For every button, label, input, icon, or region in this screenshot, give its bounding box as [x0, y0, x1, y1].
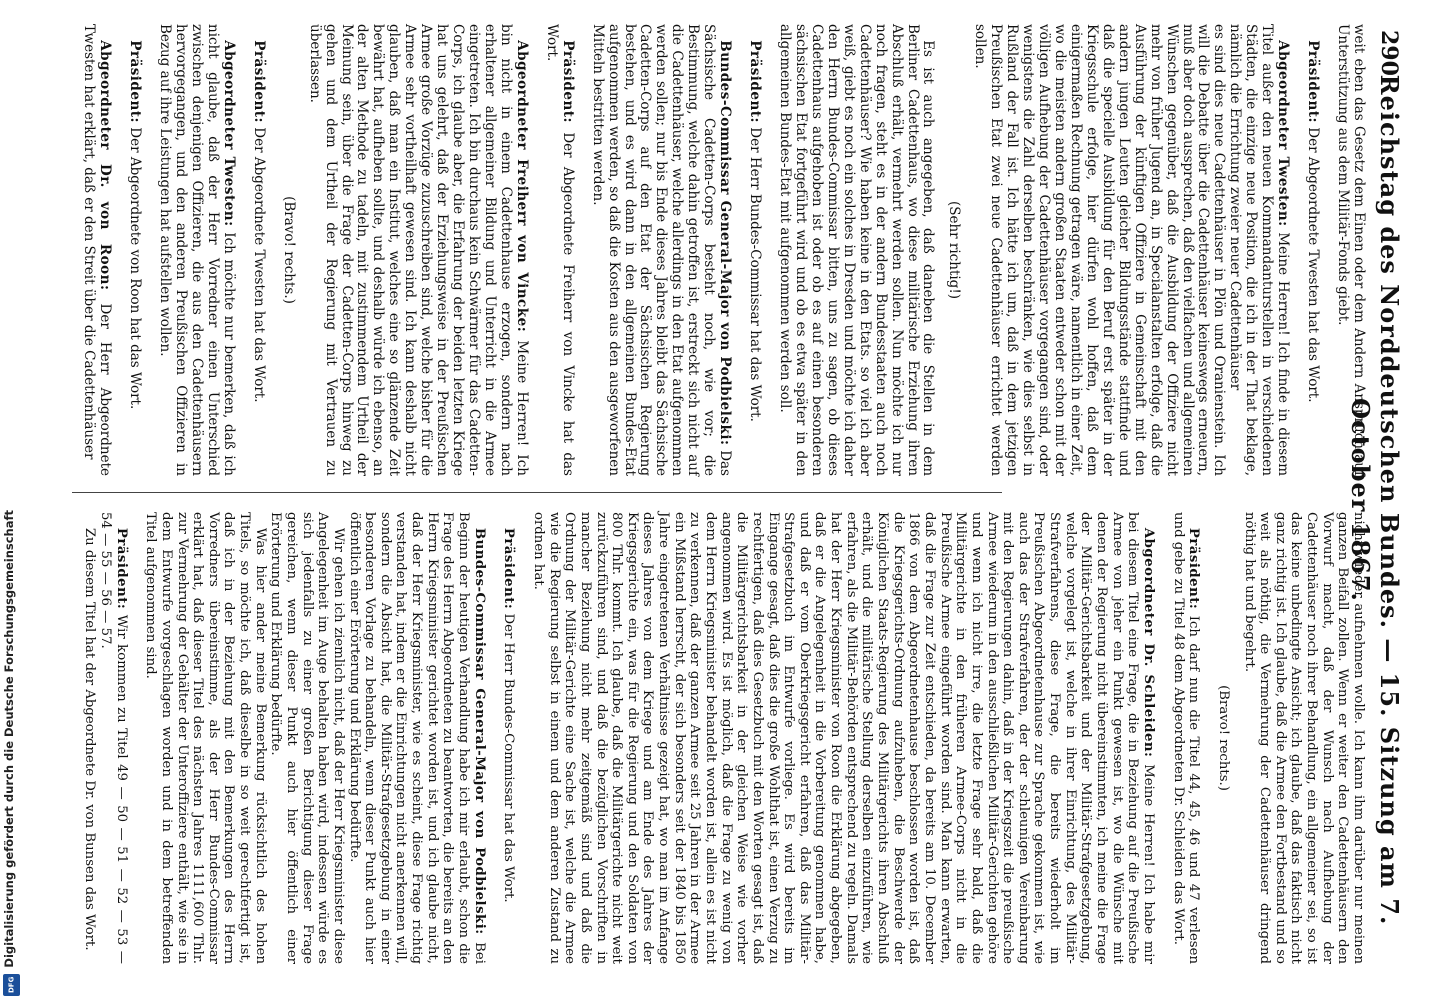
speech-text: Ich möchte nur bemerken, daß ich nicht glaube, daß der Herr Vorredner einen Unterschied zwischen denjenigen Offizieren, die aus den Cadettenhäusern hervorgegangen, und den anderen Preußischen Offizieren in Bezug auf ihre Leistungen hat aufstellen wollen. [157, 24, 237, 476]
page-number: 290 [1376, 30, 1402, 76]
speech-paragraph [530, 512, 1156, 964]
body-paragraph: nicht wieder aufnehmen wolle. Ich kann ihm darüber nur meinen ganzen Beifall zollen. Wenn er weiter den Cadettenhäusern den Vorwurf macht, daß der Wunsch nach Aufhebung der Cadettenhäuser noch ihrer Behandlung, ein allgemeiner sei, so ist das keine unbedingte Ansicht; ich glaube, daß das faktisch nicht ganz richtig ist. Ich glaube, daß die Armee den Fortbestand und so weit als nöthig, die Vermehrung der Cadettenhäuser dringend nöthig hat und begehrt. [1241, 512, 1366, 964]
speaker-name: Präsident: [250, 40, 267, 123]
speech-paragraph [306, 24, 529, 476]
speech-text: Der Herr Abgeordnete Twesten hat erklärt, daß er den Streit über die Cadettenhäuser [81, 24, 114, 476]
speech-text: Ich darf nun die Titel 44, 45, 46 und 47 verlesen und gebe zu Titel 48 dem Abgeordneten Dr. Schleiden das Wort. [1170, 512, 1202, 964]
stage-direction: (Bravo! rechts.) [280, 196, 297, 304]
speech-text: Der Herr Bundes-Commissar hat das Wort. [747, 127, 764, 422]
speech-paragraph [501, 512, 517, 964]
stage-direction: (Sehr richtig!) [946, 200, 963, 300]
body-paragraph: weit eben das Gesetz dem Einen oder dem Andern Anspruch auf Unterstützung aus dem Militär-Fonds giebt. [1335, 24, 1367, 476]
speech-paragraph [250, 24, 266, 476]
speaker-name: Präsident: [1186, 527, 1202, 610]
speaker-name: Präsident: [747, 40, 764, 123]
speech-text: Der Abgeordnete Freiherr von Vincke hat das Wort. [543, 24, 576, 476]
speech-paragraph [589, 24, 732, 476]
speech-paragraph [746, 24, 762, 476]
speaker-name: Abgeordneter Twesten: [1275, 40, 1292, 227]
digitization-sidebar [0, 0, 24, 1000]
speech-text: Der Herr Bundes-Commissar hat das Wort. [501, 613, 517, 903]
speaker-name: Abgeordneter Freiherr von Vincke: [513, 40, 530, 333]
text-column-right [66, 512, 1366, 964]
speech-paragraph [346, 512, 487, 964]
speech-paragraph [126, 24, 142, 476]
speech-paragraph [543, 24, 575, 476]
dfg-logo: DFG [3, 974, 20, 996]
page-title: Reichstag des Norddeutschen Bundes. — 15. Sitzung am 7. October 1867. [1346, 74, 1404, 926]
speech-paragraph [80, 24, 112, 476]
speech-paragraph [1170, 512, 1201, 964]
speech-text: Der Abgeordnete von Roon hat das Wort. [127, 127, 144, 410]
speaker-name: Präsident: [1305, 40, 1322, 123]
speech-text: Meine Herren! Ich habe mir bei diesem Titel eine Frage, die in Beziehung auf die Preußische Armee von jeher ein Punkt gewesen ist, wo die Wünsche mit denen der Regierung nicht übereinstimmten, ich meine die Frage der Militär-Gerichtsbarkeit und der Militär-Strafgesetzgebung, welche vorgelegt ist, welche in ihrer Einrichtung, des Militär-Strafverfahrens, diese Frage, die bereits wiederholt im Preußischen Abgeordnetenhause zur Sprache gekommen ist, wie auch das der Strafverfahren, der der schleunigen Vereinbarung mit den Regierungen dahin, daß in der Kriegszeit die preußische Armee wiederum in den ausschließlichen Militär-Gerichten gehöre und wenn ich nicht irre, die letzte Frage sehr bald, daß die Militärgerichte in den früheren Armee-Corps nicht in die Preußische Armee eingeführt worden sind. Man kann erwarten, daß die Frage zur Zeit entschieden, da bereits am 10. December 1866 von dem Abgeordnetenhause beschlossen worden ist, daß die Kriegsgerichts-Ordnung aufzuheben, die Beschwerde der Königlichen Staats-Regierung des Militärgerichts ihren Abschluß erhält, und die militärische Stellung derselben einzuführen, wie erfahren, als die Militär-Behörden entsprechend zu regeln. Damals hat der Herr Kriegsminister von Roon die Erklärung abgegeben, daß er die Angelegenheit in die Vorbereitung genommen habe, und daß er vom Oberkriegsgericht erfahren, daß das Militär-Strafgesetzbuch im Entwurfe vorliege. Es wird bereits im Eingange gesagt, daß dies die große Wohlthat ist, einen Verzug zu rechtfertigen, daß dies Gesetzbuch mit den Worten gesagt ist, daß die Militärgerichtsbarkeit in der gleichen Weise wie vorher angenommen wird. Es ist möglich, daß die Frage zu wenig von dem Herrn Kriegsminister behandelt worden ist, allein es ist nicht zu verkennen, daß der ganzen Armee seit 25 Jahren in der Armee ein Mißstand herrscht, der sich besonders seit der 1840 bis 1850 Jahre eingetretenen Verhältnisse gezeigt hat, wo man im Anfange dieses Jahres von dem Kriege und am Ende des Jahres der Kriegsgerichte ein, was für die Regierung und den Soldaten von 800 Thlr. kommt. Ich glaube, daß die Militärgerichte nicht weit zurückzuführen sind, und daß die bezüglichen Vorschriften in mancher Beziehung nicht mehr zeitgemäß sind und daß die Ordnung der Militär-Gerichte eine Sache ist, welche die Armee wie die Regierung selbst in einem und dem anderen Zustand zu ordnen hat. [530, 512, 1156, 964]
speech-paragraph [1304, 24, 1320, 476]
body-paragraph: Was hier ander meine Bemerkung rücksichtlich des hohen Titels, so möchte ich, daß dieselbe in so weit gerechtfertigt ist, daß ich in der Beziehung mit den Bemerkungen des Herrn Vorredners übereinstimme, als der Herr Bundes-Commissar erklärt hat, daß dieser Titel des nächsten Jahres 1111,600 Thlr. zur Vermehrung der Gehälter der Unteroffiziere enthält, wie sie in dem Entwurfe vorgeschlagen worden und in dem betreffenden Titel aufgenommen sind. [143, 512, 268, 964]
body-paragraph: es sind dies neue Cadettenhäuser in Plön und Oranienstein. Ich will die Debatte über die Cadettenhäuser keineswegs erneuern, muß aber doch aussprechen, daß den vielfachen und allgemeinen Wünschen gegenüber, daß die Ausbildung der Offiziere nicht mehr von früher Jugend an, in Specialanstalten erfolge, daß die Ausführung der künftigen Offiziere in Gemeinschaft mit den andern jungen Leuten gleicher Bildungsstände stattfinde und daß die specielle Ausbildung für den Beruf erst später in der Kriegsschule erfolge, hier dürfen wohl hoffen, daß dem einigermaßen Rechnung getragen wäre, namentlich in einer Zeit, wo die meisten andern großen Staaten entweder schon mit der völligen Aufhebung der Cadettenhäuser vorgegangen sind, oder wenigstens die Zahl derselben beschränken, wie dies selbst in Rußland der Fall ist. Ich hätte ich um, daß in dem jetzigen Preußischen Etat zwei neue Cadettenhäuser errichtet werden sollen. [972, 24, 1228, 476]
body-paragraph: Es ist auch angegeben, daß daneben die Stellen in dem Berliner Cadettenhaus, wo diese militärische Erziehung ihren Abschluß erhält, vermehrt werden sollen. Nun möchte ich nur noch fragen, steht es in der andern Bundesstaaten auch noch Cadettenhäuser? Wie haben keine in den Etats. so viel ich aber weiß, giebt es noch ein solches in Dresden und möchte ich daher den Herrn Bundes-Commissar bitten, uns zu sagen, ob dieses Cadettenhaus aufgehoben ist oder ob es auf einen besonderen sächsischen Etat fortgeführt wird und ob es etwa später in den allgemeinen Bundes-Etat mit aufgenommen werden soll. [777, 24, 937, 476]
speech-text: Meine Herren! Ich finde in diesem Titel außer den neuen Kommandanturstellen in verschiedenen Städten, die einzige neue Position, die ich in der That beklage, nämlich die Errichtung zweier neuer Cadettenhäuser [1227, 24, 1292, 476]
speaker-name: Bundes-Commissar General-Major von Podbielski: [717, 40, 734, 446]
body-paragraph: Zu diesem Titel hat der Abgeordnete Dr. von Bunsen das Wort. [82, 527, 98, 951]
speaker-name: Abgeordneter Dr. Schleiden: [1140, 527, 1156, 758]
speaker-name: Präsident: [501, 527, 517, 610]
digitization-credit: Digitalisierung gefördert durch die Deutsche Forschungsgemeinschaft [2, 510, 16, 968]
column-divider [72, 492, 1002, 493]
speech-paragraph [97, 512, 128, 964]
speaker-name: Präsident: [127, 40, 144, 123]
speech-text: Meine Herren! Ich bin nicht in einem Cadettenhause erzogen, sondern nach erhaltener allgemeiner Bildung und Unterricht in die Armee eingetreten. Ich bin durchaus kein Schwärmer für das Cadetten-Corps, ich glaube aber, die Erfahrung der beiden letzten Kriege hat uns gelehrt, daß der Erziehungsweise in der Preußischen Armee große Vorzüge zuzuschreiben sind, welche bisher für die Armee sehr vortheilhaft gewesen sind. Ich kann deshalb nicht glauben, daß man ein Institut, welches eine so glänzende Zeit bewährt hat, aufheben sollte, und deshalb würde ich ebenso, an der alten Methode zu tadeln, mit zustimmendem Urtheil der Meinung sein, über die Frage der Cadetten-Corps hinweg zu gehen und dem Urtheil der Regierung mit Vertrauen zu überlassen. [306, 24, 530, 477]
speaker-name: Abgeordneter Twesten: [220, 40, 237, 227]
speech-text: Der Abgeordnete Twesten hat das Wort. [1305, 127, 1322, 403]
speech-paragraph [1226, 24, 1290, 476]
speaker-name: Abgeordneter Dr. von Roon: [97, 40, 114, 291]
stage-direction: (Bravo! rechts.) [1215, 685, 1231, 791]
speech-paragraph [156, 24, 236, 476]
speech-text: Das Sächsische Cadetten-Corps besteht noch, wie vor; die Bestimmung, welche dahin getroffen ist, erstreckt sich nicht auf die Cadettenhäuser, welche allerdings in den Etat aufgenommen werden sollen; nur bis Ende dieses Jahres bleibt das Sächsische Cadetten-Corps auf den Etat der Sächsischen Regierung bestehen, und es wird dann in den allgemeinen Bundes-Etat aufgenommen werden, so daß die Kosten aus den ausgeworfenen Mitteln bestritten werden. [589, 24, 734, 476]
text-column-left [66, 24, 1366, 476]
speech-text: Bei Beginn der heutigen Verhandlung habe ich mir erlaubt, schon die Frage des Herrn Abgeordneten zu beantworten, die bereits an den Herrn Kriegsminister gerichtet worden ist, und ich glaube nicht, daß der Herr Kriegsminister, wie es scheint, diese Frage richtig verstanden hat, indem er die Einrichtungen nicht anerkennen will, sondern die Absicht hat, die Militär-Strafgesetzgebung in einer besonderen Vorlage zu behandeln, wenn dieser Punkt auch hier öffentlich einer Erörterung und Erklärung bedürfte. [346, 512, 487, 964]
speaker-name: Präsident: [113, 527, 129, 610]
body-paragraph: Wir gehen ich ziemlich nicht, daß der Herr Kriegsminister diese Angelegenheit im Auge behalten haben wird, indessen würde es sich jedenfalls zu einer großen Berichtigung dieser Frage gereichen, wenn dieser Punkt auch hier öffentlich einer Erörterung und Erklärung bedürfte. [268, 512, 346, 964]
speech-text: Wir kommen zu Titel 49 — 50 — 51 — 52 — 53 — 54 — 55 — 56 — 57. [97, 512, 129, 964]
speaker-name: Bundes-Commissar General-Major von Podbielski: [471, 527, 487, 935]
speaker-name: Präsident: [559, 40, 576, 123]
speech-text: Der Abgeordnete Twesten hat das Wort. [250, 127, 267, 403]
